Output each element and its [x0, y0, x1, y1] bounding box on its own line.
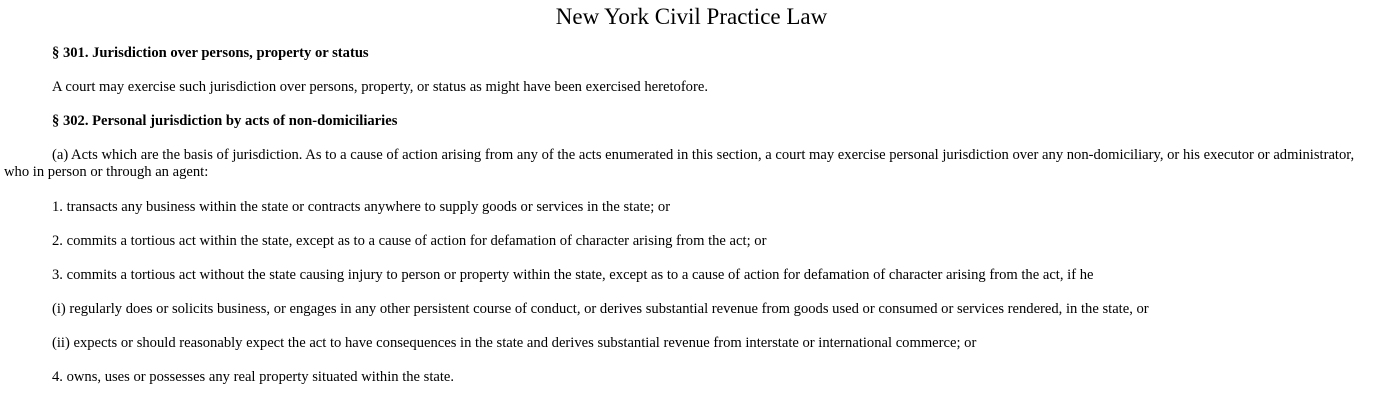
list-item-3-ii: (ii) expects or should reasonably expect the act to have consequences in the state and derives substantial revenue from interstate or international commerce; or: [52, 335, 977, 351]
section-302-subsection-a: (a) Acts which are the basis of jurisdiction. As to a cause of action arising from any of the acts enumerated in this section, a court may exercise personal jurisdiction over any non-domiciliary, or his executor or administrator, who in person or through an agent:: [4, 147, 1355, 180]
list-item-3: 3. commits a tortious act without the state causing injury to person or property within the state, except as to a cause of action for defamation of character arising from the act, if he: [52, 267, 1094, 283]
section-302-heading: § 302. Personal jurisdiction by acts of non-domiciliaries: [52, 113, 398, 129]
section-301-text: A court may exercise such jurisdiction over persons, property, or status as might have been exercised heretofore.: [52, 79, 708, 95]
list-item-2: 2. commits a tortious act within the state, except as to a cause of action for defamation of character arising from the act; or: [52, 233, 767, 249]
list-item-4: 4. owns, uses or possesses any real property situated within the state.: [52, 369, 455, 385]
list-item-3-i: (i) regularly does or solicits business, or engages in any other persistent course of conduct, or derives substantial revenue from goods used or consumed or services rendered, in the state, or: [52, 301, 1149, 317]
page-title: New York Civil Practice Law: [555, 4, 828, 29]
section-301-heading: § 301. Jurisdiction over persons, property or status: [52, 45, 369, 61]
list-item-1: 1. transacts any business within the state or contracts anywhere to supply goods or services in the state; or: [52, 199, 671, 215]
